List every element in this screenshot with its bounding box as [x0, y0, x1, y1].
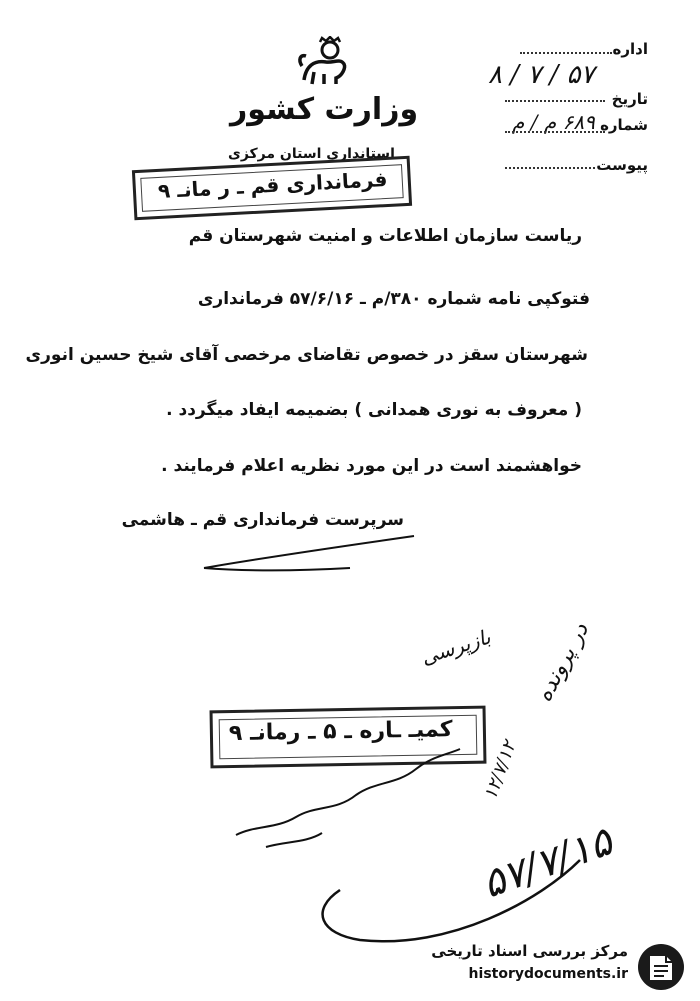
department-label: اداره [612, 40, 648, 58]
archive-watermark [418, 940, 690, 994]
number-label: شماره [600, 116, 648, 134]
number-value: ۶۸۹ م / م [512, 110, 595, 134]
watermark-url: historydocuments.ir [468, 966, 628, 982]
handwritten-note-2: در پرونده [531, 618, 594, 707]
body-line-3: ( معروف به نوری همدانی ) بضمیمه ایفاد میگردد . [166, 400, 582, 420]
office-name: استانداری استان مرکزی [228, 146, 395, 162]
handwritten-note-1: بازپرسی [418, 624, 494, 670]
dotted-line [520, 52, 612, 54]
receipt-stamp-text: کمیـ ـاره ـ ۵ ـ رمانـ ۹ [228, 717, 453, 747]
governorate-stamp [132, 156, 412, 220]
date-label: تاریخ [611, 90, 648, 108]
signature-stroke [190, 530, 420, 575]
recipient-line: ریاست سازمان اطلاعات و امنیت شهرستان قم [188, 226, 582, 246]
watermark-title: مرکز بررسی اسناد تاریخی [431, 942, 628, 960]
ministry-title: وزارت کشور [230, 92, 419, 127]
body-line-2: شهرستان سقز در خصوص تقاضای مرخصی آقای شیخ حسین انوری [25, 345, 588, 365]
body-line-4: خواهشمند است در این مورد نظریه اعلام فرمایند . [161, 456, 582, 476]
archive-logo-icon [636, 942, 686, 992]
lion-and-sun-emblem [296, 36, 354, 88]
signature-line: سرپرست فرمانداری قم ـ هاشمی [121, 510, 404, 530]
dotted-line [505, 131, 605, 133]
dotted-line [505, 100, 605, 102]
handwritten-date-2: ۵۷/۷/۱۵ [476, 818, 619, 908]
date-value: ۵۷ / ۷ / ۸ [488, 60, 595, 90]
handwritten-date-1: ۱۲/۷/۱۲ [480, 738, 521, 803]
body-line-1: فتوکپی نامه شماره ۳۸۰/م ـ ۵۷/۶/۱۶ فرمانداری [197, 289, 590, 309]
stamp-text: فرمانداری قم ـ ر مانـ ۹ [157, 166, 388, 203]
attachment-label: پیوست [596, 156, 648, 174]
dotted-line [505, 167, 595, 169]
